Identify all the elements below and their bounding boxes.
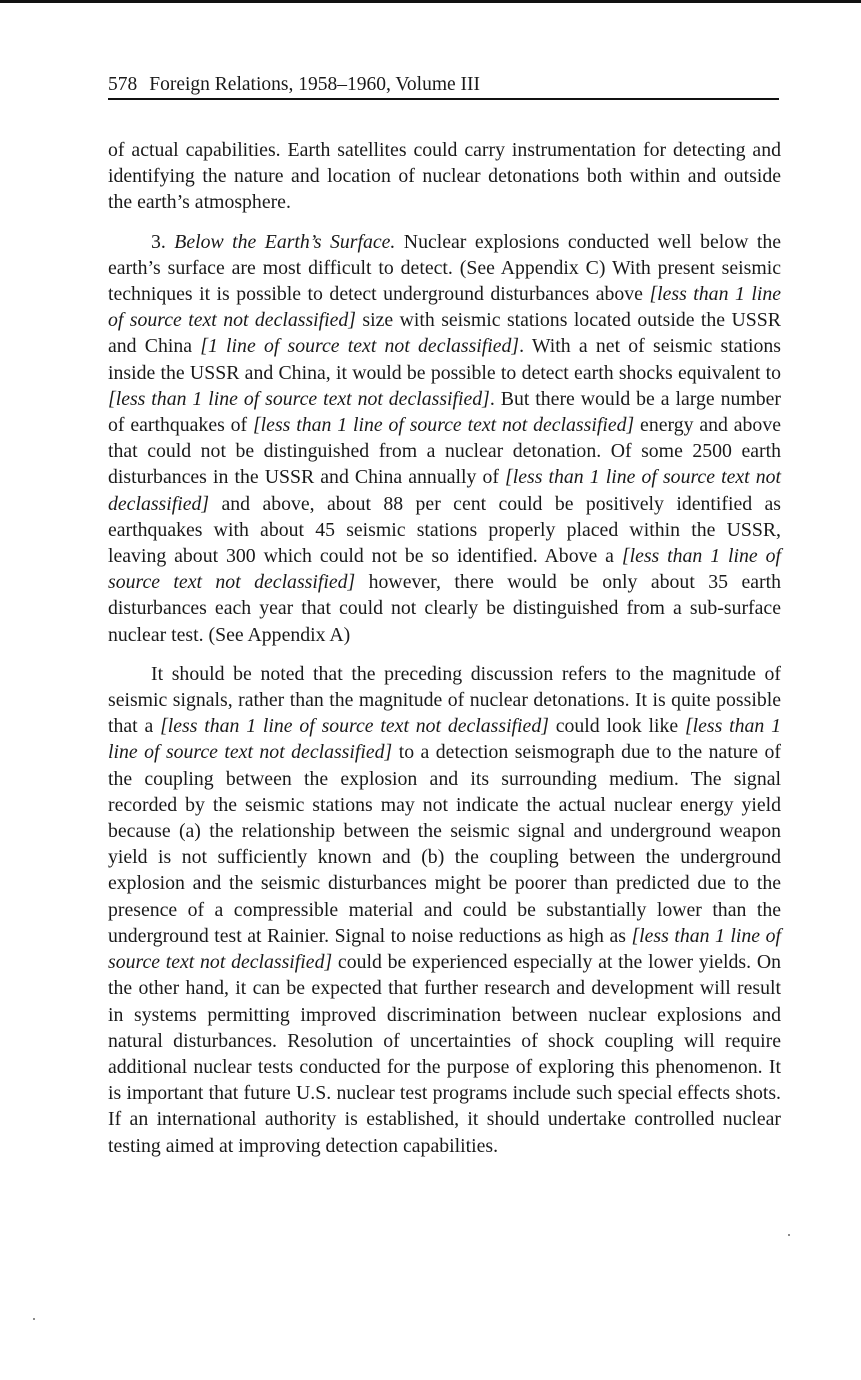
- redaction-note: [less than 1 line of source text not declassified]: [108, 715, 781, 764]
- paragraph-1: [108, 137, 781, 216]
- redaction-note: [less than 1 line of source text not declassified]: [108, 466, 781, 515]
- scan-speck: [33, 1318, 35, 1320]
- page-top-edge-rule: [0, 0, 861, 3]
- scan-speck: [788, 1234, 790, 1236]
- paragraph-2-text: energy and above that could not be distinguished from a nuclear detonation. Of some 2500 earth disturbances in the USSR and China annually of: [108, 414, 781, 489]
- redaction-note: [less than 1 line of source text not declassified]: [160, 715, 549, 738]
- header-rule: [108, 98, 779, 100]
- paragraph-3-text: It should be noted that the preceding discussion refers to the magnitude of seismic signals, rather than the magnitude of nuclear detonations. It is quite possible that a: [108, 662, 781, 738]
- page-number: 578: [108, 74, 138, 95]
- paragraph-2-text: Nuclear explosions conducted well below the earth’s surface are most difficult to detect. (See Appendix C) With present seismic techniques it is possible to detect underground disturbances above: [108, 230, 782, 306]
- redaction-note: [less than 1 line of source text not declassified]: [108, 283, 781, 332]
- publication-title: Foreign Relations, 1958–1960, Volume III: [149, 74, 481, 95]
- body-text: [108, 137, 781, 1159]
- paragraph-2-text: 3.: [151, 230, 175, 253]
- section-title: Below the Earth’s Surface.: [174, 230, 396, 253]
- paragraph-1-text: of actual capabilities. Earth satellites could carry instrumentation for detecting and identifying the nature and location of nuclear detonations both within and outside the earth’s atmosphere.: [108, 139, 781, 214]
- paragraph-3-text: to a detection seismograph due to the nature of the coupling between the explosion and its surrounding medium. The signal recorded by the seismic stations may not indicate the actual nuclear energy yield because (a) the relationship between the seismic signal and underground weapon yield is not sufficiently known and (b) the coupling between the underground explosion and the seismic disturbances might be poorer than predicted due to the presence of a compressible material and could be substantially lower than the underground test at Rainier. Signal to noise reductions as high as: [108, 741, 781, 947]
- paragraph-3-text: could be experienced especially at the lower yields. On the other hand, it can be expected that further research and development will result in systems permitting improved discrimination between nuclear explosions and natural disturbances. Resolution of uncertainties of shock coupling will require additional nuclear tests conducted for the purpose of exploring this phenomenon. It is important that future U.S. nuclear test programs include such special effects shots. If an international authority is established, it should undertake controlled nuclear testing aimed at improving detection capabilities.: [108, 951, 781, 1157]
- redaction-note: [1 line of source text not declassified]: [200, 335, 520, 358]
- redaction-note: [less than 1 line of source text not declassified]: [252, 414, 635, 437]
- redaction-note: [less than 1 line of source text not declassified]: [108, 545, 781, 594]
- running-head: [108, 74, 778, 100]
- paragraph-2-text: size with seismic stations located outside the USSR and China: [108, 309, 781, 358]
- paragraph-2-text: . But there would be a large number of earthquakes of: [108, 387, 781, 437]
- redaction-note: [less than 1 line of source text not declassified]: [108, 924, 781, 974]
- paragraph-2-text: however, there would be only about 35 earth disturbances each year that could not clearly be distinguished from a sub-surface nuclear test. (See Appendix A): [108, 571, 781, 646]
- paragraph-3-text: could look like: [548, 715, 685, 738]
- paragraph-2-text: and above, about 88 per cent could be positively identified as earthquakes with about 45 seismic stations properly placed within the USSR, leaving about 300 which could not be so identified. Above a: [108, 492, 781, 568]
- paragraph-2: [108, 229, 781, 648]
- paragraph-2-text: . With a net of seismic stations inside the USSR and China, it would be possible to detect earth shocks equivalent to: [108, 335, 781, 384]
- redaction-note: [less than 1 line of source text not declassified]: [108, 387, 490, 410]
- paragraph-3: [108, 661, 781, 1159]
